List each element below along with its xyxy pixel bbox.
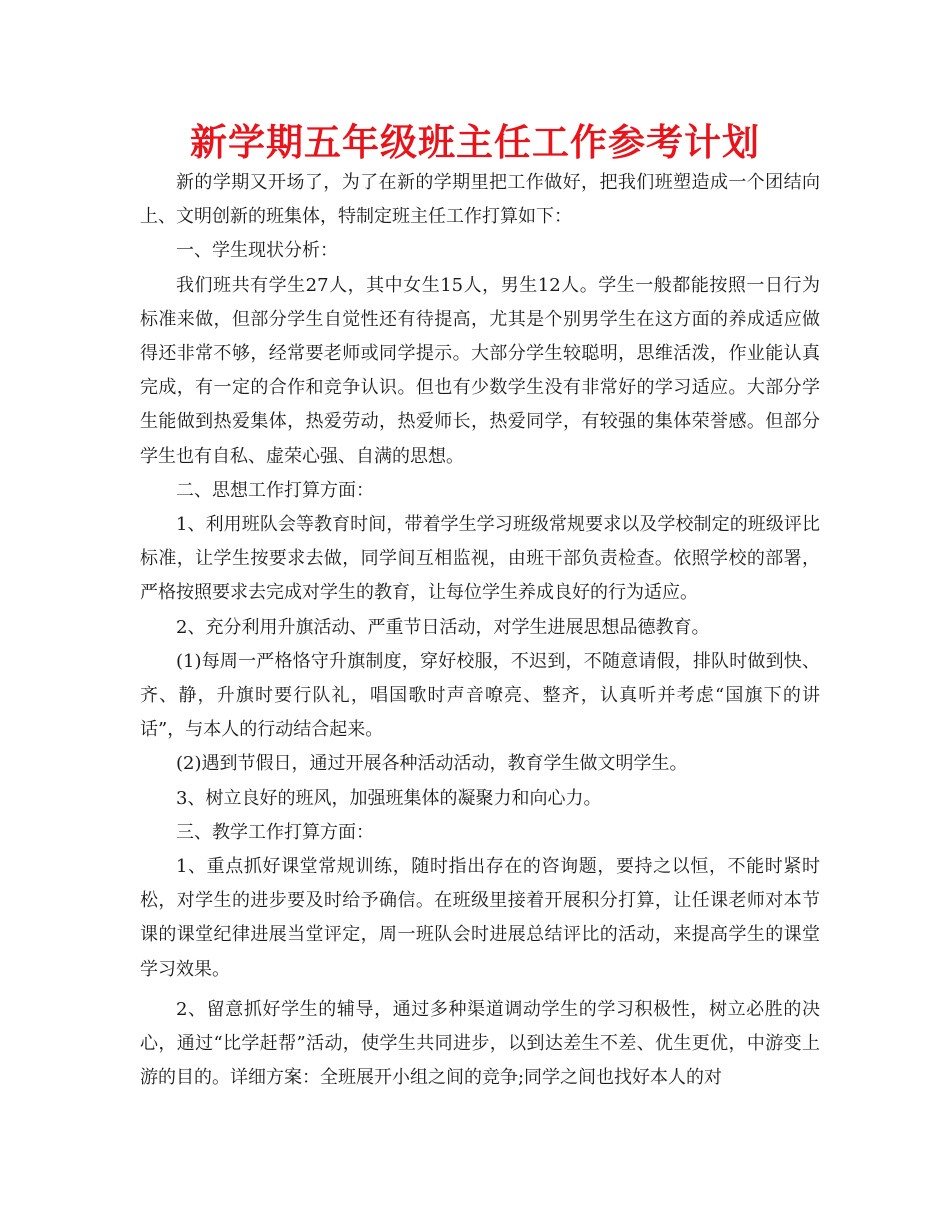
heading-ideological-work: 二、思想工作打算方面： — [176, 479, 374, 501]
heading-student-status: 一、学生现状分析： — [176, 240, 338, 262]
paragraph-teaching-2: 2、留意抓好学生的辅导，通过多种渠道调动学生的学习积极性，树立必胜的决心，通过“比学赶帮”活动，使学生共同进步，以到达差生不差、优生更优，中游变上游的目的。详细方案：全班展开小组之间的竞争;同学之间也找好本人的对 — [140, 998, 820, 1089]
paragraph-holidays: (2)遇到节假日，通过开展各种活动活动，教育学生做文明学生。 — [176, 753, 688, 775]
paragraph-ideological-3: 3、树立良好的班风，加强班集体的凝聚力和向心力。 — [176, 787, 602, 809]
heading-teaching-work: 三、教学工作打算方面： — [176, 821, 374, 843]
paragraph-ideological-2: 2、充分利用升旗活动、严重节日活动，对学生进展思想品德教育。 — [176, 616, 710, 638]
document-title: 新学期五年级班主任工作参考计划 — [190, 121, 760, 164]
document-body — [140, 166, 820, 1095]
paragraph-student-status: 我们班共有学生27人，其中女生15人，男生12人。学生一般都能按照一日行为标准来做，但部分学生自觉性还有待提高，尤其是个别男学生在这方面的养成适应做得还非常不够，经常要老师或同学提示。大部分学生较聪明，思维活泼，作业能认真完成，有一定的合作和竞争认识。但也有少数学生没有非常好的学习适应。大部分学生能做到热爱集体，热爱劳动，热爱师长，热爱同学，有较强的集体荣誉感。但部分学生也有自私、虚荣心强、自满的思想。 — [140, 274, 820, 467]
paragraph-flag-raising: (1)每周一严格恪守升旗制度，穿好校服，不迟到，不随意请假，排队时做到快、齐、静，升旗时要行队礼，唱国歌时声音嘹亮、整齐，认真听并考虑“国旗下的讲话”，与本人的行动结合起来。 — [140, 650, 820, 741]
paragraph-intro: 新的学期又开场了，为了在新的学期里把工作做好，把我们班塑造成一个团结向上、文明创新的班集体，特制定班主任工作打算如下： — [140, 172, 820, 228]
paragraph-ideological-1: 1、利用班队会等教育时间，带着学生学习班级常规要求以及学校制定的班级评比标准，让学生按要求去做，同学间互相监视，由班干部负责检查。依照学校的部署，严格按照要求去完成对学生的教育，让每位学生养成良好的行为适应。 — [140, 514, 820, 604]
paragraph-teaching-1: 1、重点抓好课堂常规训练，随时指出存在的咨询题，要持之以恒，不能时紧时松，对学生的进步要及时给予确信。在班级里接着开展积分打算，让任课老师对本节课的课堂纪律进展当堂评定，周一班队会时进展总结评比的活动，来提高学生的课堂学习效果。 — [140, 856, 820, 980]
